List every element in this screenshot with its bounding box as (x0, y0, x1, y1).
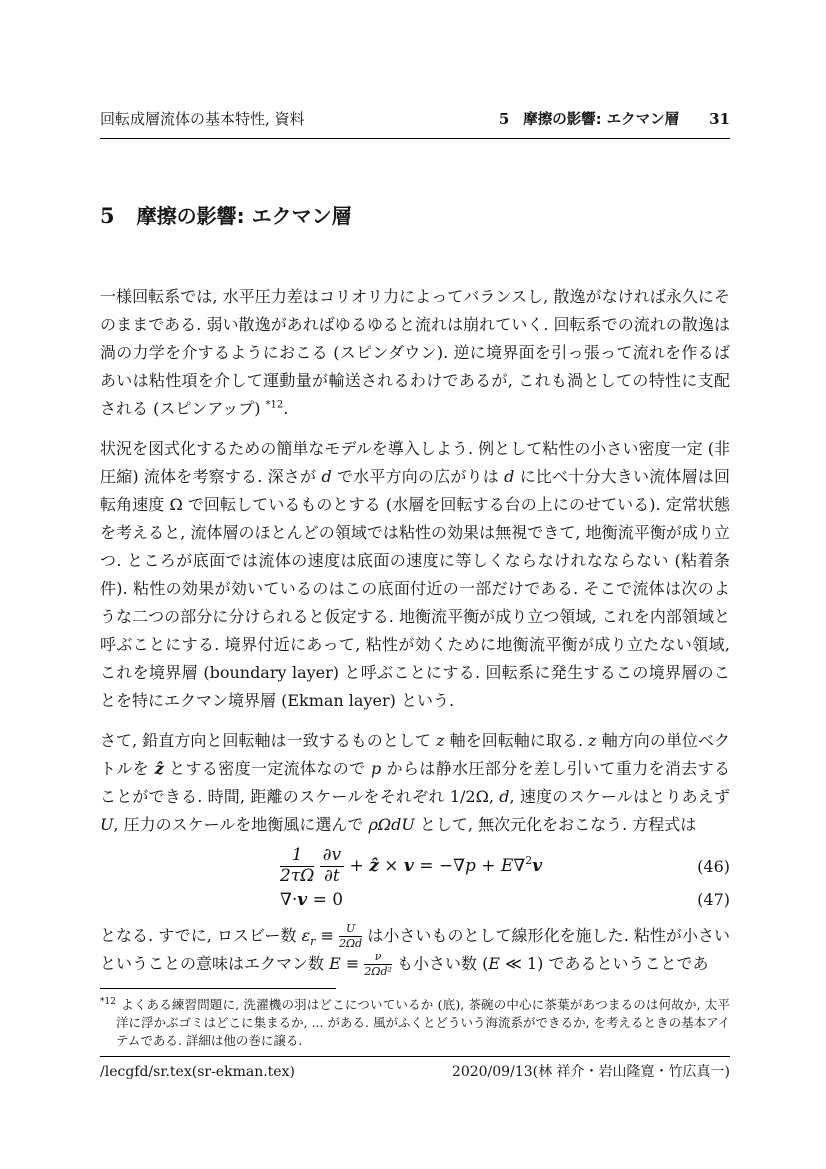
footer-source-file: /lecgfd/sr.tex(sr-ekman.tex) (100, 1064, 295, 1080)
paragraph-rossby-ekman-numbers: となる. すでに, ロスビー数 $\varepsilon_r$ ≡ $\frac{U}{2\Omega d}$ は小さいものとして線形化を施した. 粘性が小さいということの意味はエクマン数 E ≡ $\frac{\nu}{\text{2Ωd²}}$ も小さい数 (E ≪ 1) であるということであ (100, 922, 730, 978)
equation-momentum-content: $\frac{1}{2\tau\Omega}$ $\frac{\partial v}{\partial t}$ + ẑ × v = −∇p + E∇$^2$v (280, 845, 543, 886)
footnote-12 (100, 996, 730, 1050)
footnote-area (100, 988, 730, 1050)
equation-block (100, 847, 730, 910)
header-page-number: 31 (709, 110, 730, 128)
footnote-text: よくある練習問題に, 洗濯機の羽はどこについているか (底), 茶碗の中心に茶葉があつまるのは何故か, 太平洋に浮かぶゴミはどこに集まるか, ... がある. 風がふくとどういう海流系ができるか, を考えるときの基本アイテムである. 詳細は他の巻に譲る. (116, 996, 730, 1048)
footer-rule (100, 1056, 730, 1057)
equation-number-46: (46) (697, 856, 730, 876)
equation-continuity-content: ∇·v = 0 (280, 889, 344, 910)
header-section-title: 摩擦の影響: エクマン層 (523, 112, 680, 128)
footnote-marker: *12 (100, 996, 116, 1007)
header-rule (100, 138, 730, 139)
paragraph-nondimensionalization: さて, 鉛直方向と回転軸は一致するものとして z 軸を回転軸に取る. z 軸方向の単位ベクトルを ẑ とする密度一定流体なので p からは静水圧部分を差し引いて重力を消去することができる. 時間, 距離のスケールをそれぞれ 1/2Ω, d, 速度のスケールはとりあえず U, 圧力のスケールを地衡風に選んで ρΩdU として, 無次元化をおこなう. 方程式は (100, 731, 730, 834)
footnote-rule (100, 988, 336, 989)
header-left-title: 回転成層流体の基本特性, 資料 (100, 110, 305, 128)
equation-momentum (100, 847, 730, 886)
header-section-number: 5 (498, 110, 510, 128)
paragraph-spin-up-down: 一様回転系では, 水平圧力差はコリオリ力によってバランスし, 散逸がなければ永久にそのままである. 弱い散逸があればゆるゆると流れは崩れていく. 回転系での流れの散逸は渦の力学を介するようにおこる (スピンダウン). 逆に境界面を引っ張って流れを作るばあいは粘性項を介して運動量が輸送されるわけであるが, これも渦としての特性に支配される (スピンアップ) $^{*12}$. (100, 287, 730, 418)
paragraph-model-setup: 状況を図式化するための簡単なモデルを導入しよう. 例として粘性の小さい密度一定 (非圧縮) 流体を考察する. 深さが d で水平方向の広がりは d に比べ十分大きい流体層は回転角速度 Ω で回転しているものとする (水層を回転する台の上にのせている). 定常状態を考えると, 流体層のほとんどの領域では粘性の効果は無視できて, 地衡流平衡が成り立つ. ところが底面では流体の速度は底面の速度に等しくならなけれなならない (粘着条件). 粘性の効果が効いているのはこの底面付近の一部だけである. そこで流体は次のような二つの部分に分けられると仮定する. 地衡流平衡が成り立つ領域, これを内部領域と呼ぶことにする. 境界付近にあって, 粘性が効くために地衡流平衡が成り立たない領域, これを境界層 (boundary layer) と呼ぶことにする. 回転系に発生するこの境界層のことを特にエクマン境界層 (Ekman layer) という. (100, 439, 730, 710)
header-section-ref (499, 110, 730, 129)
page-footer (100, 1056, 730, 1081)
section-number: 5 (100, 203, 115, 228)
equation-continuity (100, 890, 730, 910)
section-title: 摩擦の影響: エクマン層 (136, 204, 352, 228)
page-header (100, 110, 730, 129)
footer-date-authors: 2020/09/13(林 祥介・岩山隆寛・竹広真一) (451, 1064, 730, 1080)
equation-number-47: (47) (697, 890, 730, 910)
section-heading (100, 203, 730, 229)
